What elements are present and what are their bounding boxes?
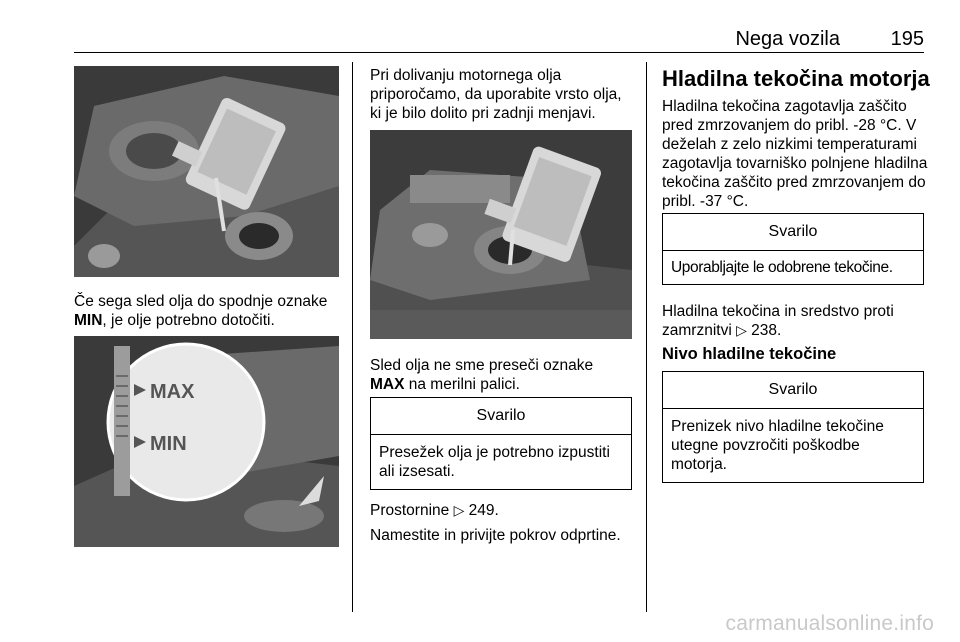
warning-box-coolant: [662, 213, 924, 285]
watermark: carmanualsonline.info: [725, 612, 934, 635]
column-divider: [352, 62, 353, 612]
warning-body: Prenizek nivo hladilne tekočine utegne povzročiti poškodbe motorja.: [671, 418, 884, 473]
oil-filling-illustration-art: [74, 66, 339, 277]
oil-pouring-illustration-art: [370, 130, 632, 339]
capacity-text: Prostornine: [370, 502, 450, 519]
page-header: [74, 26, 924, 53]
capacity-reference: [370, 501, 636, 521]
coolant-page-link[interactable]: 238.: [751, 322, 782, 339]
warning-title: Svarilo: [663, 372, 923, 409]
warning-body: Presežek olja je potrebno izpustiti ali izsesati.: [379, 444, 610, 480]
col2-text-b: na merilni palici.: [404, 376, 520, 393]
column-divider: [646, 62, 647, 612]
coolant-heading: Hladilna tekočina motorja: [662, 66, 930, 91]
col2-paragraph-2: [370, 356, 636, 394]
col1-paragraph: [74, 292, 344, 330]
capacity-page-link[interactable]: 249.: [468, 502, 499, 519]
warning-box-coolant-level: [662, 371, 924, 483]
col1-text-a: Če sega sled olja do spodnje oznake: [74, 293, 328, 310]
warning-body: Uporabljajte le odobrene tekočine.: [671, 259, 893, 276]
dipstick-illustration: [74, 336, 339, 547]
col3-paragraph-1: Hladilna tekočina zagotavlja zaščito pred zmrzovanjem do pribl. -28 °C. V deželah z zelo nizkimi temperaturami zagotavlja tovarniško polnjene hladilna tekočina zaščito pred zmrzovanjem do pribl. -37 °C.: [662, 98, 928, 210]
see-page-arrow-icon: ▷: [736, 323, 747, 339]
warning-title: Svarilo: [371, 398, 631, 435]
oil-filling-illustration: [74, 66, 339, 277]
col3-paragraph-2: [662, 302, 928, 341]
oil-pouring-illustration: [370, 130, 632, 339]
warning-title: Svarilo: [663, 214, 923, 251]
see-page-arrow-icon: ▷: [453, 503, 465, 519]
dipstick-min-label: MIN: [150, 433, 187, 455]
page-number: 195: [890, 28, 924, 50]
coolant-level-subheading: Nivo hladilne tekočine: [662, 345, 837, 363]
col2-paragraph-3: Namestite in privijte pokrov odprtine.: [370, 527, 621, 544]
section-title: Nega vozila: [735, 28, 840, 50]
col2-paragraph-1: Pri dolivanju motornega olja priporočamo, da uporabite vrsto olja, ki je bilo dolito pri zadnji menjavi.: [370, 67, 622, 122]
warning-box-oil: [370, 397, 632, 490]
col1-min-label: MIN: [74, 312, 103, 329]
col2-text-a: Sled olja ne sme preseči oznake: [370, 357, 594, 374]
col2-max-label: MAX: [370, 376, 405, 393]
coolant-antifreeze-text: Hladilna tekočina in sredstvo proti zamrznitvi: [662, 303, 894, 339]
dipstick-max-label: MAX: [150, 381, 195, 403]
dipstick-illustration-art: [74, 336, 339, 547]
col1-text-b: , je olje potrebno dotočiti.: [102, 312, 275, 329]
